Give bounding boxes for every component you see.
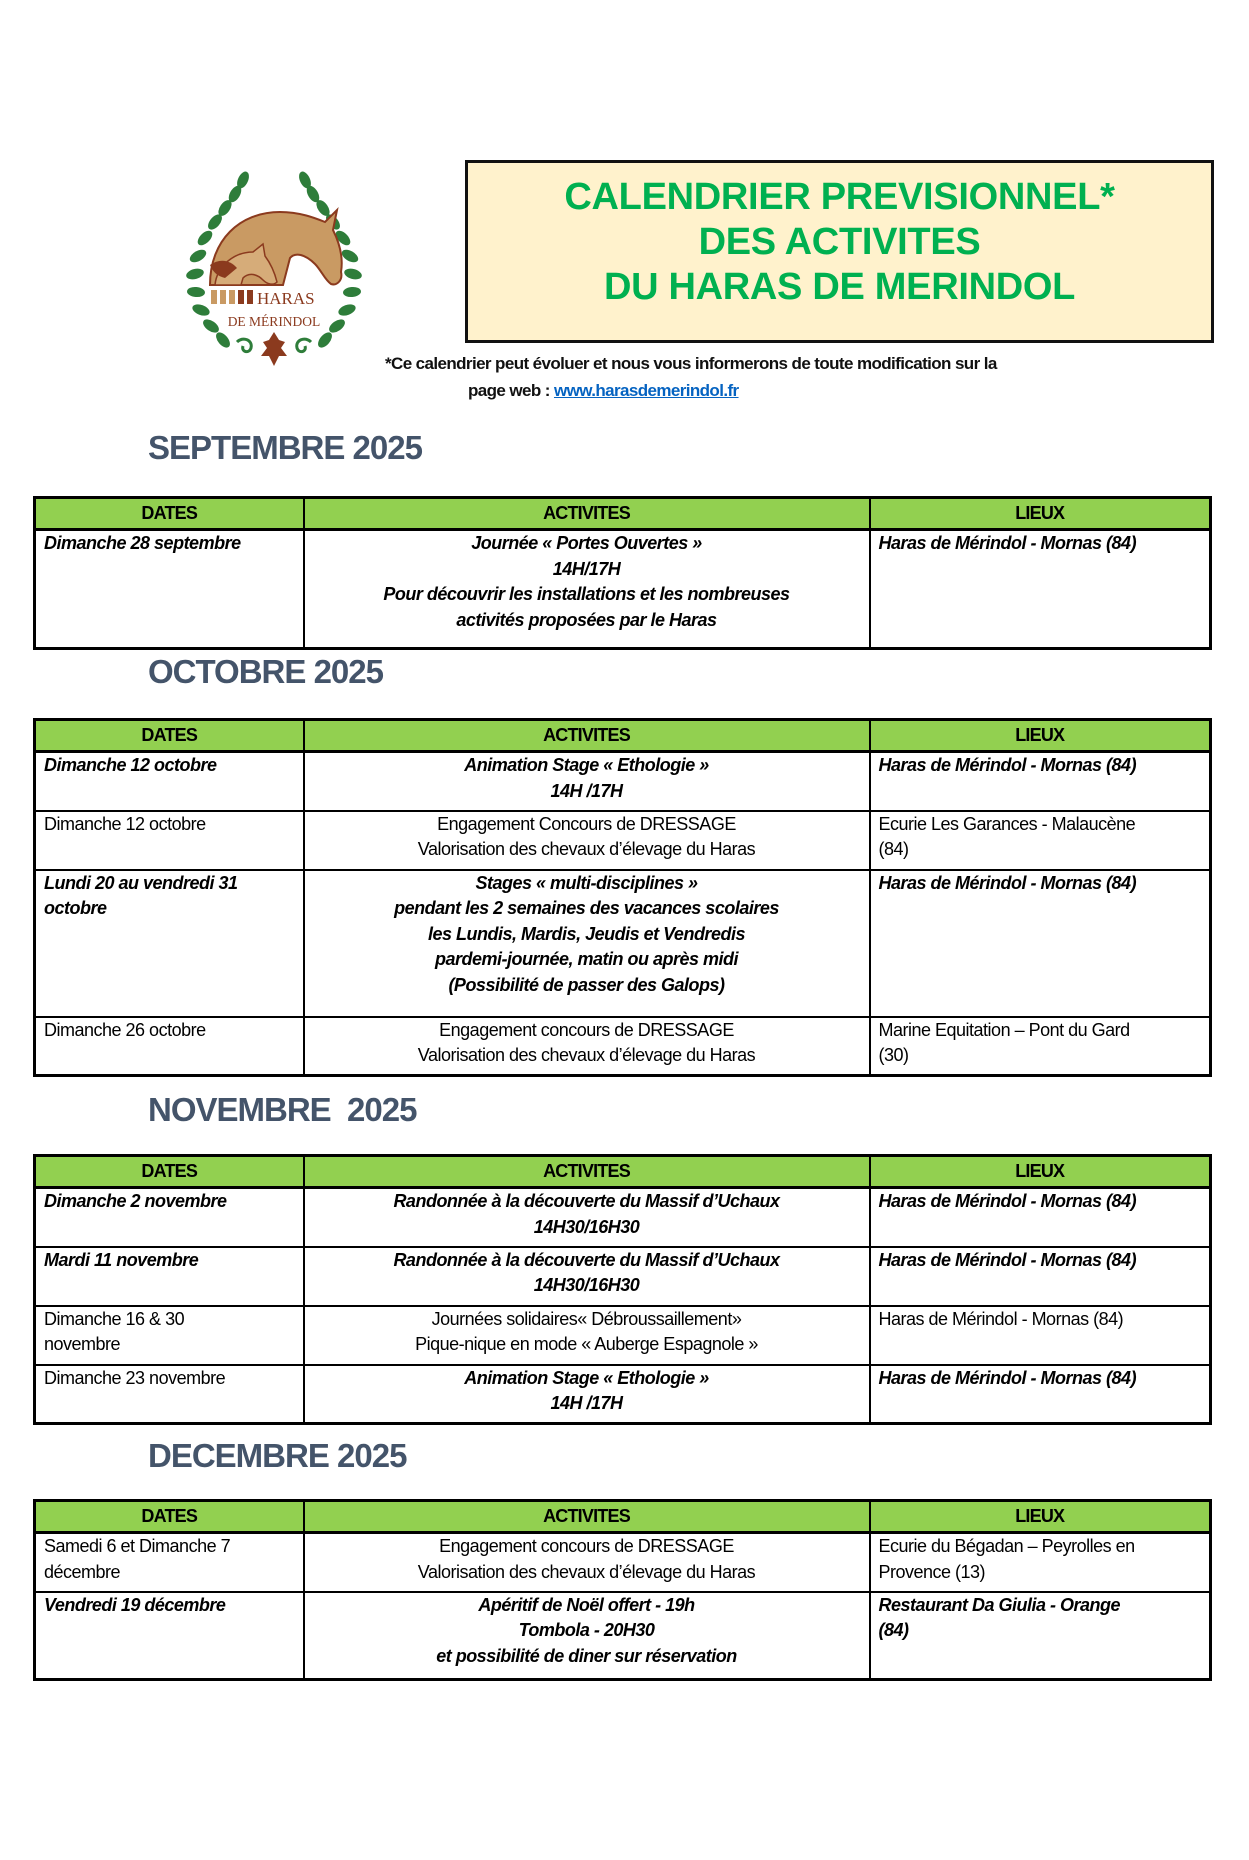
location-cell: Marine Equitation – Pont du Gard (30) xyxy=(870,1017,1211,1076)
table-row xyxy=(35,1247,1211,1306)
date-cell: Dimanche 12 octobre xyxy=(35,811,304,870)
activity-cell: Animation Stage « Ethologie » 14H /17H xyxy=(304,1365,870,1424)
table-row xyxy=(35,752,1211,811)
column-header-activites: ACTIVITES xyxy=(304,1156,870,1188)
month-heading-septembre: SEPTEMBRE 2025 xyxy=(148,429,422,466)
activity-cell: Randonnée à la découverte du Massif d’Uchaux 14H30/16H30 xyxy=(304,1188,870,1247)
column-header-activites: ACTIVITES xyxy=(304,1501,870,1533)
location-cell: Haras de Mérindol - Mornas (84) xyxy=(870,1247,1211,1306)
location-cell: Haras de Mérindol - Mornas (84) xyxy=(870,1188,1211,1247)
table-row xyxy=(35,1188,1211,1247)
location-cell: Haras de Mérindol - Mornas (84) xyxy=(870,1365,1211,1424)
title-line-1: CALENDRIER PREVISIONNEL* xyxy=(564,176,1115,218)
column-header-dates: DATES xyxy=(35,720,304,752)
column-header-lieux: LIEUX xyxy=(870,720,1211,752)
table-row xyxy=(35,1306,1211,1365)
date-cell: Dimanche 16 & 30 novembre xyxy=(35,1306,304,1365)
website-link[interactable]: www.harasdemerindol.fr xyxy=(553,381,739,400)
activity-cell: Apéritif de Noël offert - 19h Tombola - 20H30 et possibilité de diner sur réservation xyxy=(304,1592,870,1680)
calendar-table-septembre xyxy=(33,496,1212,650)
table-header-row xyxy=(35,498,1211,530)
table-row xyxy=(35,1533,1211,1592)
column-header-activites: ACTIVITES xyxy=(304,498,870,530)
month-heading-novembre: NOVEMBRE 2025 xyxy=(148,1091,417,1128)
table-row xyxy=(35,1365,1211,1424)
svg-text:HARAS: HARAS xyxy=(257,289,315,308)
title-line-3: DU HARAS DE MERINDOL xyxy=(603,266,1076,308)
website-note xyxy=(468,381,739,401)
activity-cell: Journées solidaires« Débroussaillement» Pique-nique en mode « Auberge Espagnole » xyxy=(304,1306,870,1365)
table-header-row xyxy=(35,1501,1211,1533)
date-cell: Samedi 6 et Dimanche 7 décembre xyxy=(35,1533,304,1592)
date-cell: Dimanche 2 novembre xyxy=(35,1188,304,1247)
table-row xyxy=(35,1592,1211,1680)
activity-cell: Journée « Portes Ouvertes » 14H/17H Pour découvrir les installations et les nombreuses activités proposées par le Haras xyxy=(304,530,870,649)
title-line-2: DES ACTIVITES xyxy=(698,221,981,263)
table-row xyxy=(35,1017,1211,1076)
month-heading-decembre: DECEMBRE 2025 xyxy=(148,1437,407,1474)
date-cell: Vendredi 19 décembre xyxy=(35,1592,304,1680)
table-header-row xyxy=(35,720,1211,752)
calendar-table-novembre xyxy=(33,1154,1212,1425)
location-cell: Haras de Mérindol - Mornas (84) xyxy=(870,530,1211,649)
month-heading-octobre: OCTOBRE 2025 xyxy=(148,653,383,690)
activity-cell: Stages « multi-disciplines » pendant les 2 semaines des vacances scolaires les Lundis, Mardis, Jeudis et Vendredis pardemi-journée, matin ou après midi (Possibilité de passer des Galops) xyxy=(304,870,870,1017)
horse-wreath-logo-icon xyxy=(165,160,383,377)
calendar-table-octobre xyxy=(33,718,1212,1077)
location-cell: Restaurant Da Giulia - Orange (84) xyxy=(870,1592,1211,1680)
table-row xyxy=(35,530,1211,649)
column-header-lieux: LIEUX xyxy=(870,1156,1211,1188)
location-cell: Haras de Mérindol - Mornas (84) xyxy=(870,870,1211,1017)
title-box xyxy=(465,160,1214,343)
disclaimer-note: *Ce calendrier peut évoluer et nous vous informerons de toute modification sur la xyxy=(385,354,997,373)
table-row xyxy=(35,870,1211,1017)
table-header-row xyxy=(35,1156,1211,1188)
svg-text:DE MÉRINDOL: DE MÉRINDOL xyxy=(227,314,321,329)
date-cell: Mardi 11 novembre xyxy=(35,1247,304,1306)
activity-cell: Engagement concours de DRESSAGE Valorisation des chevaux d’élevage du Haras xyxy=(304,1533,870,1592)
column-header-dates: DATES xyxy=(35,1501,304,1533)
column-header-lieux: LIEUX xyxy=(870,1501,1211,1533)
calendar-table-decembre xyxy=(33,1499,1212,1681)
date-cell: Lundi 20 au vendredi 31 octobre xyxy=(35,870,304,1017)
table-row xyxy=(35,811,1211,870)
activity-cell: Animation Stage « Ethologie » 14H /17H xyxy=(304,752,870,811)
date-cell: Dimanche 28 septembre xyxy=(35,530,304,649)
activity-cell: Randonnée à la découverte du Massif d’Uchaux 14H30/16H30 xyxy=(304,1247,870,1306)
date-cell: Dimanche 12 octobre xyxy=(35,752,304,811)
column-header-lieux: LIEUX xyxy=(870,498,1211,530)
location-cell: Haras de Mérindol - Mornas (84) xyxy=(870,1306,1211,1365)
location-cell: Ecurie du Bégadan – Peyrolles en Provence (13) xyxy=(870,1533,1211,1592)
activity-cell: Engagement Concours de DRESSAGE Valorisation des chevaux d’élevage du Haras xyxy=(304,811,870,870)
date-cell: Dimanche 23 novembre xyxy=(35,1365,304,1424)
column-header-activites: ACTIVITES xyxy=(304,720,870,752)
haras-de-merindol-logo xyxy=(165,160,383,377)
activity-cell: Engagement concours de DRESSAGE Valorisation des chevaux d’élevage du Haras xyxy=(304,1017,870,1076)
column-header-dates: DATES xyxy=(35,1156,304,1188)
website-label: page web : xyxy=(468,381,554,400)
location-cell: Haras de Mérindol - Mornas (84) xyxy=(870,752,1211,811)
column-header-dates: DATES xyxy=(35,498,304,530)
location-cell: Ecurie Les Garances - Malaucène (84) xyxy=(870,811,1211,870)
date-cell: Dimanche 26 octobre xyxy=(35,1017,304,1076)
